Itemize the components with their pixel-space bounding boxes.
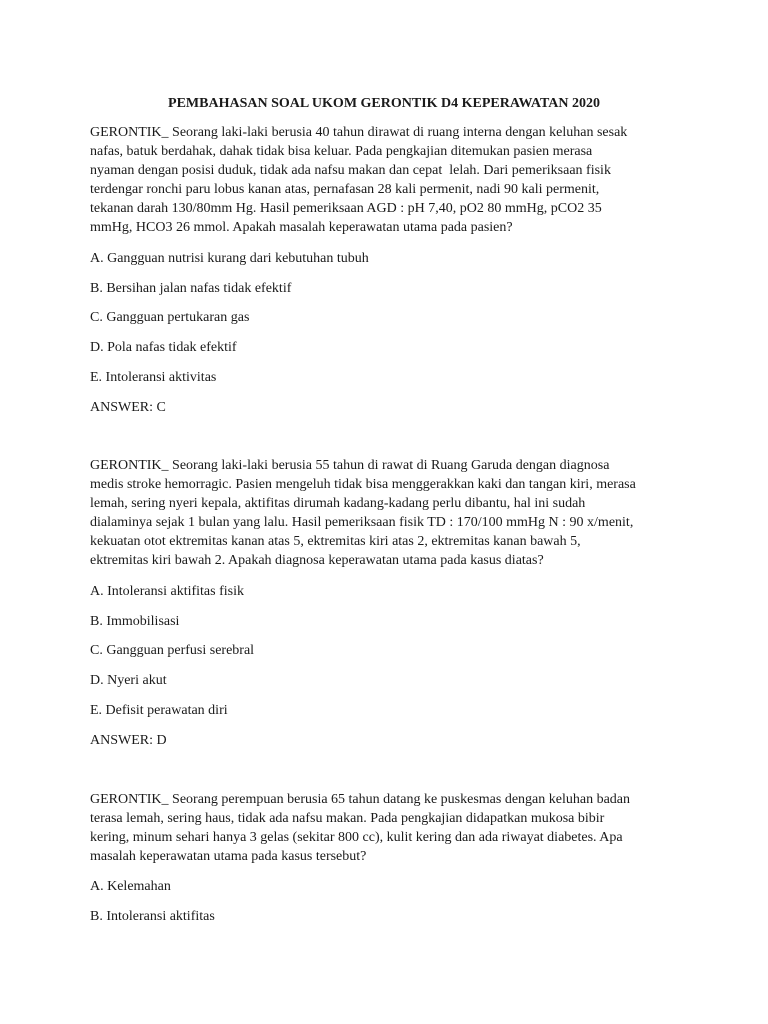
stem-line: terdengar ronchi paru lobus kanan atas, pernafasan 28 kali permenit, nadi 90 kali permenit, <box>90 182 600 197</box>
question-2-stem <box>90 456 690 570</box>
stem-line: nyaman dengan posisi duduk, tidak ada nafsu makan dan cepat lelah. Dari pemeriksaan fisik <box>90 163 611 178</box>
stem-line: GERONTIK_ Seorang perempuan berusia 65 tahun datang ke puskesmas dengan keluhan badan <box>90 792 631 807</box>
question-1-answer: ANSWER: C <box>90 400 166 415</box>
question-1-option-a: A. Gangguan nutrisi kurang dari kebutuhan tubuh <box>90 251 369 266</box>
question-3-option-a: A. Kelemahan <box>90 879 171 894</box>
question-2-option-b: B. Immobilisasi <box>90 614 180 629</box>
page-title: PEMBAHASAN SOAL UKOM GERONTIK D4 KEPERAWATAN 2020 <box>168 96 600 111</box>
question-1-option-d: D. Pola nafas tidak efektif <box>90 340 237 355</box>
question-2-option-d: D. Nyeri akut <box>90 673 167 688</box>
stem-line: tekanan darah 130/80mm Hg. Hasil pemeriksaan AGD : pH 7,40, pO2 80 mmHg, pCO2 35 <box>90 201 602 216</box>
question-3-option-b: B. Intoleransi aktifitas <box>90 909 215 924</box>
stem-line: nafas, batuk berdahak, dahak tidak bisa keluar. Pada pengkajian ditemukan pasien merasa <box>90 144 593 159</box>
stem-line: mmHg, HCO3 26 mmol. Apakah masalah keperawatan utama pada pasien? <box>90 220 513 235</box>
question-2-option-a: A. Intoleransi aktifitas fisik <box>90 584 244 599</box>
stem-line: GERONTIK_ Seorang laki-laki berusia 40 tahun dirawat di ruang interna dengan keluhan sesak <box>90 125 628 140</box>
question-1-option-b: B. Bersihan jalan nafas tidak efektif <box>90 281 292 296</box>
stem-line: ektremitas kiri bawah 2. Apakah diagnosa keperawatan utama pada kasus diatas? <box>90 553 544 568</box>
question-1-option-c: C. Gangguan pertukaran gas <box>90 310 250 325</box>
question-2-option-e: E. Defisit perawatan diri <box>90 703 228 718</box>
stem-line: kering, minum sehari hanya 3 gelas (sekitar 800 cc), kulit kering dan ada riwayat diabetes. Apa <box>90 830 623 845</box>
stem-line: terasa lemah, sering haus, tidak ada nafsu makan. Pada pengkajian didapatkan mukosa bibir <box>90 811 605 826</box>
question-3-stem <box>90 790 690 866</box>
stem-line: medis stroke hemorragic. Pasien mengeluh tidak bisa menggerakkan kaki dan tangan kiri, merasa <box>90 477 636 492</box>
question-2-answer: ANSWER: D <box>90 733 167 748</box>
question-1-option-e: E. Intoleransi aktivitas <box>90 370 217 385</box>
stem-line: GERONTIK_ Seorang laki-laki berusia 55 tahun di rawat di Ruang Garuda dengan diagnosa <box>90 458 610 473</box>
question-1-stem <box>90 123 690 237</box>
stem-line: lemah, sering nyeri kepala, aktifitas dirumah kadang-kadang perlu dibantu, hal ini sudah <box>90 496 586 511</box>
stem-line: dialaminya sejak 1 bulan yang lalu. Hasil pemeriksaan fisik TD : 170/100 mmHg N : 90 x/menit, <box>90 515 634 530</box>
stem-line: kekuatan otot ektremitas kanan atas 5, ektremitas kiri atas 2, ektremitas kanan bawah 5, <box>90 534 581 549</box>
stem-line: masalah keperawatan utama pada kasus tersebut? <box>90 849 367 864</box>
question-2-option-c: C. Gangguan perfusi serebral <box>90 643 255 658</box>
